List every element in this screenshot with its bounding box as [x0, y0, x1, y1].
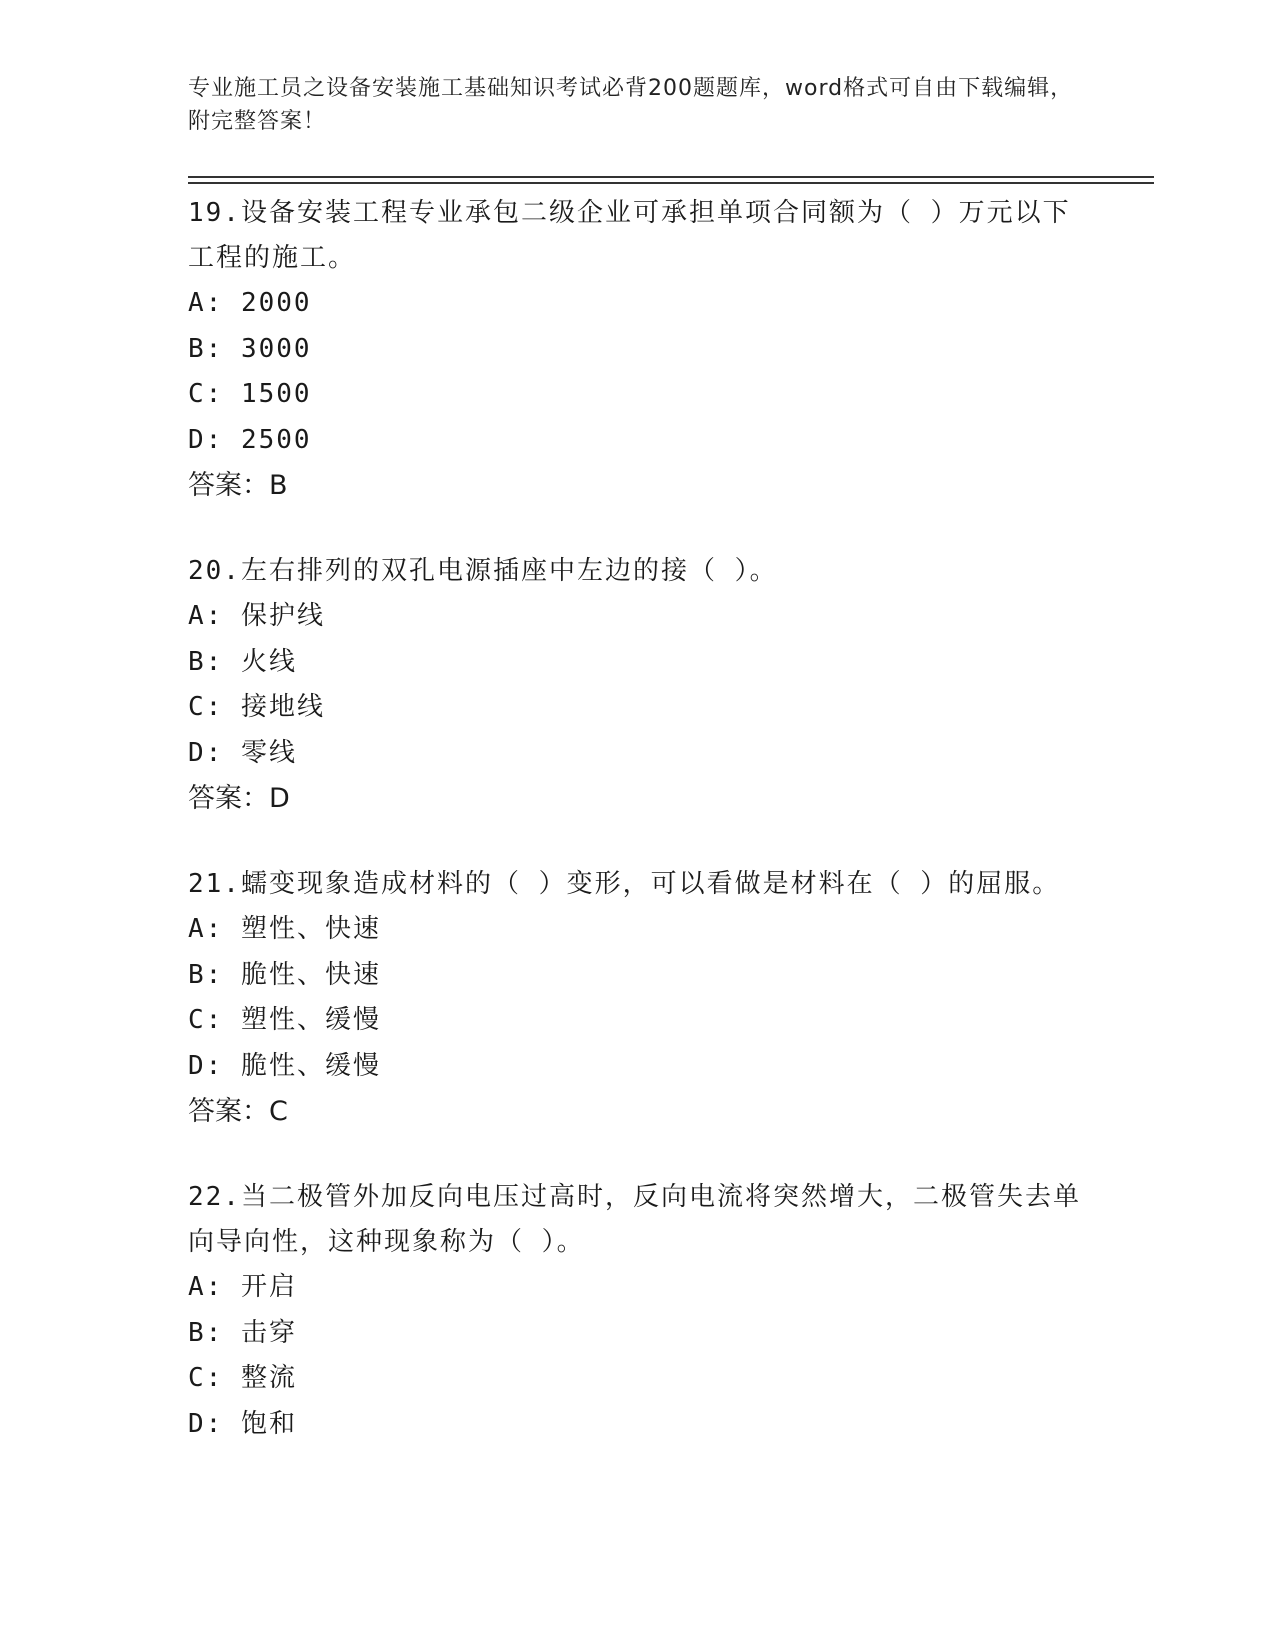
- question-21: [188, 862, 1088, 1134]
- option-b: B: 火线: [188, 646, 297, 677]
- question-stem: 21.蠕变现象造成材料的（ ）变形，可以看做是材料在（ ）的屈服。: [188, 869, 1061, 899]
- option-d: D: 2500: [188, 424, 312, 455]
- document-header: 专业施工员之设备安装施工基础知识考试必背200题题库，word格式可自由下载编辑，附完整答案！: [188, 76, 1074, 134]
- option-c: C: 1500: [188, 379, 312, 409]
- option-a: A: 2000: [188, 288, 312, 318]
- option-b: B: 3000: [188, 333, 312, 364]
- option-b: B: 击穿: [188, 1317, 297, 1348]
- option-c: C: 塑性、缓慢: [188, 1005, 381, 1035]
- option-d: D: 脆性、缓慢: [188, 1050, 381, 1081]
- answer-line: 答案：B: [188, 470, 288, 501]
- option-a: A: 塑性、快速: [188, 914, 381, 944]
- question-list: [188, 191, 1088, 1488]
- question-20: [188, 549, 1088, 821]
- header-rule-bottom: [188, 182, 1154, 184]
- question-stem: 19.设备安装工程专业承包二级企业可承担单项合同额为（ ）万元以下工程的施工。: [188, 198, 1071, 273]
- question-22: [188, 1175, 1088, 1447]
- question-stem: 20.左右排列的双孔电源插座中左边的接（ ）。: [188, 556, 778, 586]
- option-d: D: 零线: [188, 737, 297, 768]
- option-a: A: 保护线: [188, 601, 325, 631]
- question-19: [188, 191, 1088, 508]
- option-a: A: 开启: [188, 1272, 297, 1302]
- answer-line: 答案：D: [188, 783, 290, 814]
- option-c: C: 接地线: [188, 692, 325, 722]
- option-b: B: 脆性、快速: [188, 959, 381, 990]
- answer-line: 答案：C: [188, 1096, 288, 1127]
- question-stem: 22.当二极管外加反向电压过高时，反向电流将突然增大，二极管失去单向导向性，这种现象称为（ ）。: [188, 1182, 1081, 1257]
- option-d: D: 饱和: [188, 1408, 297, 1439]
- option-c: C: 整流: [188, 1363, 297, 1393]
- header-rule-top: [188, 176, 1154, 178]
